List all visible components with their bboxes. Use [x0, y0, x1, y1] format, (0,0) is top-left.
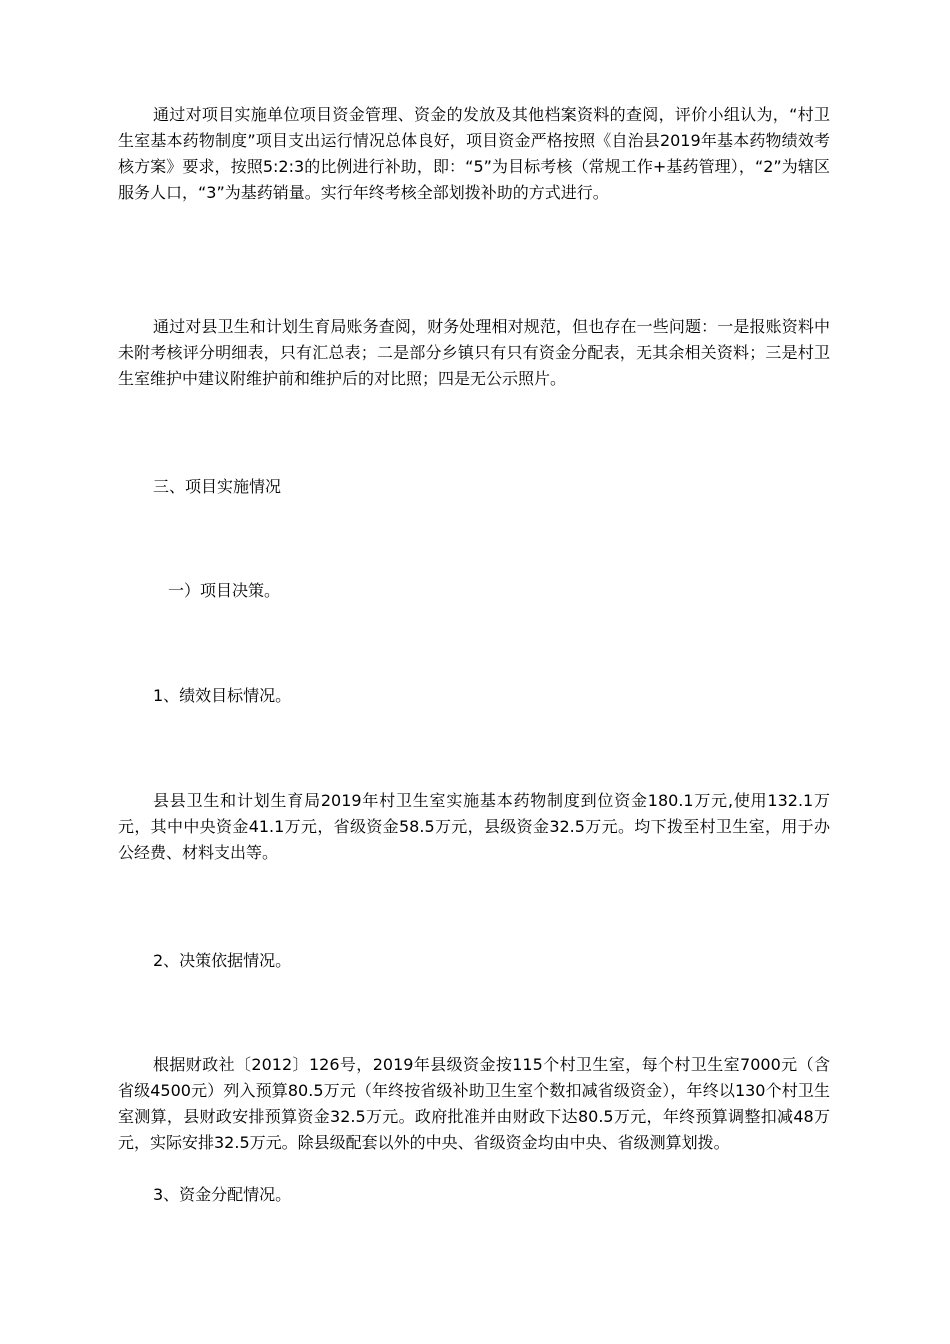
body-paragraph: 根据财政社〔2012〕126号，2019年县级资金按115个村卫生室，每个村卫生室7000元（含省级4500元）列入预算80.5万元（年终按省级补助卫生室个数扣减省级资金），年终以130个村卫生室测算，县财政安排预算资金32.5万元。政府批准并由财政下达80.5万元，年终预算调整扣减48万元，实际安排32.5万元。除县级配套以外的中央、省级资金均由中央、省级测算划拨。: [118, 1055, 830, 1152]
item-heading: 2、决策依据情况。: [153, 951, 292, 970]
body-paragraph: 通过对项目实施单位项目资金管理、资金的发放及其他档案资料的查阅，评价小组认为，“村卫生室基本药物制度”项目支出运行情况总体良好，项目资金严格按照《自治县2019年基本药物绩效考核方案》要求，按照5:2:3的比例进行补助，即：“5”为目标考核（常规工作+基药管理），“2”为辖区服务人口，“3”为基药销量。实行年终考核全部划拨补助的方式进行。: [118, 105, 830, 202]
item-heading: 1、绩效目标情况。: [153, 686, 292, 705]
item-heading: 3、资金分配情况。: [153, 1185, 292, 1204]
body-paragraph: 通过对县卫生和计划生育局账务查阅，财务处理相对规范，但也存在一些问题：一是报账资料中未附考核评分明细表，只有汇总表；二是部分乡镇只有只有资金分配表，无其余相关资料；三是村卫生室维护中建议附维护前和维护后的对比照；四是无公示照片。: [118, 317, 830, 388]
subsection-heading: 一）项目决策。: [168, 581, 281, 600]
body-paragraph: 县县卫生和计划生育局2019年村卫生室实施基本药物制度到位资金180.1万元,使用132.1万元，其中中央资金41.1万元，省级资金58.5万元，县级资金32.5万元。均下拨至村卫生室，用于办公经费、材料支出等。: [118, 791, 830, 862]
section-heading: 三、项目实施情况: [153, 477, 282, 496]
